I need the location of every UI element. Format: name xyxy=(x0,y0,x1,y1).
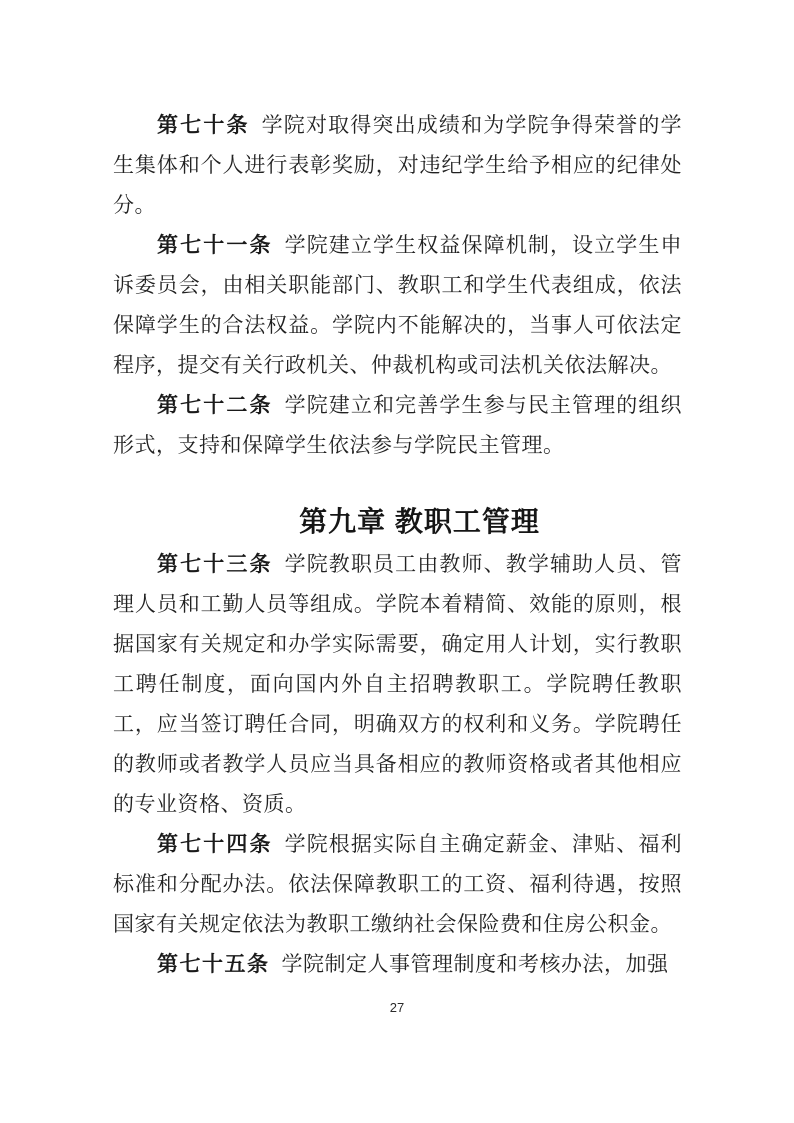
article-74-number: 第七十四条 xyxy=(157,832,273,856)
article-74-text: 学院根据实际自主确定薪金、津贴、福利标准和分配办法。依法保障教职工的工资、福利待遇，按照国家有关规定依法为教职工缴纳社会保险费和住房公积金。 xyxy=(113,832,683,936)
chapter-heading: 第九章 教职工管理 xyxy=(299,506,540,537)
article-75 xyxy=(113,944,682,984)
article-72-text: 学院建立和完善学生参与民主管理的组织形式，支持和保障学生依法参与学院民主管理。 xyxy=(113,393,683,457)
article-71-number: 第七十一条 xyxy=(157,233,273,257)
article-72 xyxy=(113,385,682,465)
article-70 xyxy=(113,105,682,225)
article-71-text: 学院建立学生权益保障机制，设立学生申诉委员会，由相关职能部门、教职工和学生代表组成，依法保障学生的合法权益。学院内不能解决的，当事人可依法定程序，提交有关行政机关、仲裁机构或司法机关依法解决。 xyxy=(113,233,683,377)
page-number: 27 xyxy=(389,1000,405,1015)
page-content xyxy=(113,105,682,984)
article-73-number: 第七十三条 xyxy=(157,552,273,576)
article-71 xyxy=(113,225,682,385)
article-75-text: 学院制定人事管理制度和考核办法，加强 xyxy=(281,952,669,976)
article-72-number: 第七十二条 xyxy=(157,393,273,417)
article-75-number: 第七十五条 xyxy=(157,952,270,976)
article-70-number: 第七十条 xyxy=(157,113,250,137)
article-74 xyxy=(113,824,682,944)
article-73-text: 学院教职员工由教师、教学辅助人员、管理人员和工勤人员等组成。学院本着精简、效能的原则，根据国家有关规定和办学实际需要，确定用人计划，实行教职工聘任制度，面向国内外自主招聘教职工。学院聘任教职工，应当签订聘任合同，明确双方的权利和义务。学院聘任的教师或者教学人员应当具备相应的教师资格或者其他相应的专业资格、资质。 xyxy=(113,552,683,816)
article-70-text: 学院对取得突出成绩和为学院争得荣誉的学生集体和个人进行表彰奖励，对违纪学生给予相应的纪律处分。 xyxy=(113,113,683,217)
article-73 xyxy=(113,544,682,824)
